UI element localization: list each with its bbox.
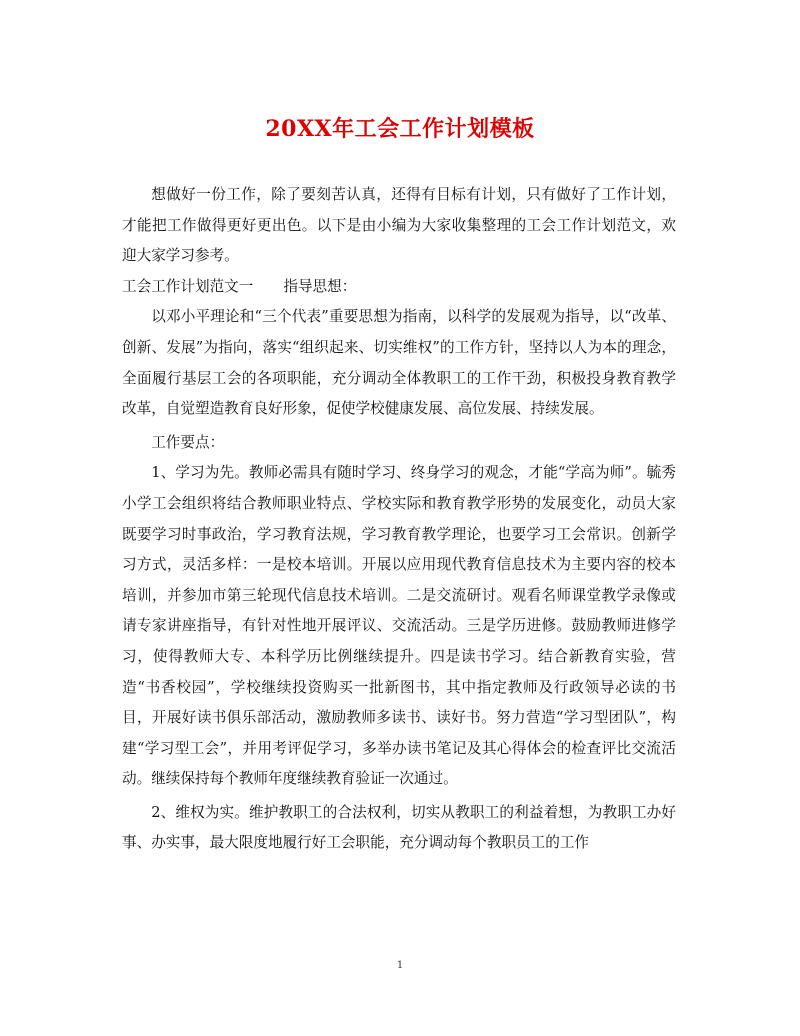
point-2-paragraph: 2、维权为实。维护教职工的合法权利，切实从教职工的利益着想，为教职工办好事、办实事，最大限度地履行好工会职能，充分调动每个教职员工的工作 — [122, 803, 676, 852]
guiding-paragraph: 以邓小平理论和“三个代表”重要思想为指南，以科学的发展观为指导，以“改革、创新、发展”为指向，落实“组织起来、切实维权”的工作方针，坚持以人为本的理念，全面履行基层工会的各项职能，充分调动全体教职工的工作干劲，积极投身教育教学改革，自觉塑造教育良好形象，促使学校健康发展、高位发展、持续发展。 — [122, 308, 676, 418]
intro-paragraph: 想做好一份工作，除了要刻苦认真，还得有目标有计划，只有做好了工作计划，才能把工作做得更好更出色。以下是由小编为大家收集整理的工会工作计划范文，欢迎大家学习参考。 — [122, 186, 676, 265]
key-points-label: 工作要点： — [151, 433, 225, 451]
document-body — [122, 180, 676, 859]
page-number: 1 — [396, 960, 404, 971]
document-title: 20XX年工会工作计划模板 — [265, 116, 535, 142]
point-1-paragraph: 1、学习为先。教师必需具有随时学习、终身学习的观念，才能“学高为师”。毓秀小学工会组织将结合教师职业特点、学校实际和教育教学形势的发展变化，动员大家既要学习时事政治，学习教育法规，学习教育教学理论，也要学习工会常识。创新学习方式，灵活多样：一是校本培训。开展以应用现代教育信息技术为主要内容的校本培训，并参加市第三轮现代信息技术培训。二是交流研讨。观看名师课堂教学录像或请专家讲座指导，有针对性地开展评议、交流活动。三是学历进修。鼓励教师进修学习，使得教师大专、本科学历比例继续提升。四是读书学习。结合新教育实验，营造“书香校园”，学校继续投资购买一批新图书，其中指定教师及行政领导必读的书目，开展好读书俱乐部活动，激励教师多读书、读好书。努力营造“学习型团队”，构建“学习型工会”，并用考评促学习，多举办读书笔记及其心得体会的检查评比交流活动。继续保持每个教师年度继续教育验证一次通过。 — [122, 464, 676, 788]
section-label: 工会工作计划范文一 — [122, 277, 254, 295]
section-heading-line — [122, 272, 676, 303]
guiding-label: 指导思想： — [283, 277, 357, 295]
